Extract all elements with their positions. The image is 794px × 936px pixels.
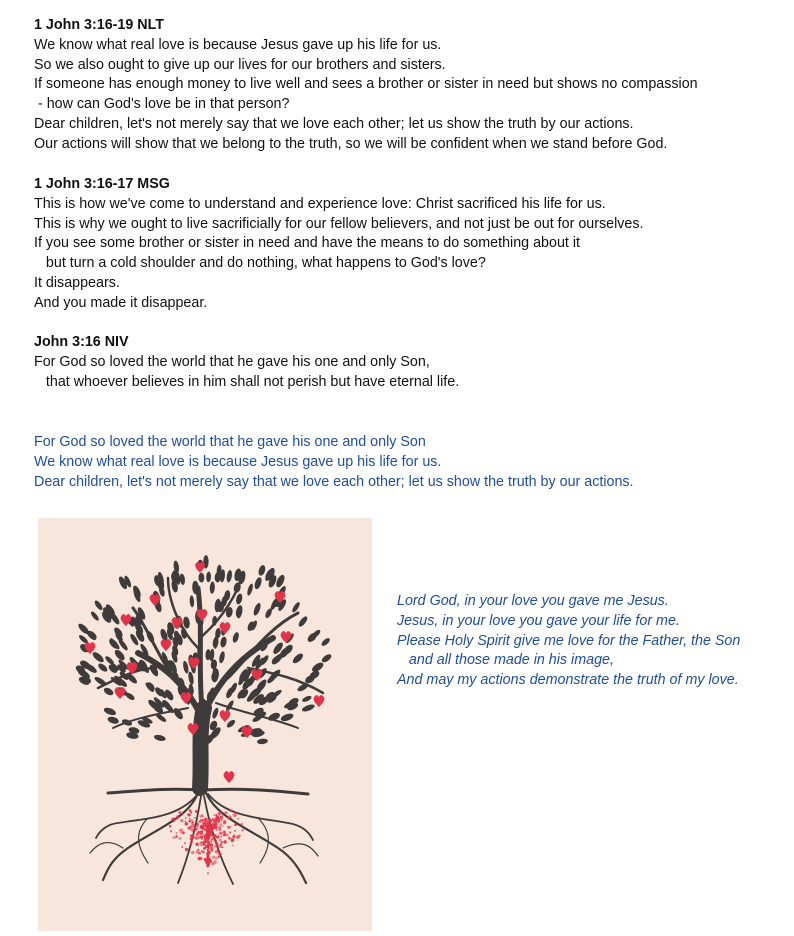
root-heart-dot: [202, 851, 205, 854]
root-heart-dot: [178, 837, 181, 840]
root-heart-dot: [216, 829, 217, 830]
root-heart-dot: [227, 817, 229, 819]
root-heart-dot: [221, 820, 222, 821]
root-heart-dot: [201, 845, 202, 846]
leaf: [301, 695, 312, 703]
root-heart-dot: [202, 820, 204, 822]
root-heart-dot: [201, 826, 204, 829]
leaf: [252, 602, 262, 616]
root-heart-dot: [234, 812, 237, 815]
root-heart-dot: [215, 814, 217, 816]
root-heart-dot: [188, 827, 191, 830]
leaf: [291, 601, 301, 613]
root-heart-dot: [195, 817, 197, 819]
leaf: [183, 616, 191, 629]
root-heart-dot: [214, 825, 218, 829]
leaf: [182, 660, 189, 674]
root-heart-dot: [207, 836, 209, 838]
root-heart-dot: [207, 872, 209, 874]
root-heart-dot: [207, 848, 210, 851]
root-heart-dot: [215, 822, 217, 824]
root-heart-dot: [190, 837, 193, 840]
root-heart-dot: [216, 847, 217, 848]
root-heart-dot: [233, 834, 234, 835]
leaf: [206, 571, 211, 582]
root-heart-dot: [207, 831, 209, 833]
leaf: [257, 738, 269, 745]
root-heart-dot: [202, 841, 203, 842]
root-heart-dot: [206, 834, 208, 836]
root-heart-dot: [237, 818, 239, 820]
msg-passage: [34, 175, 784, 314]
root-heart-dot: [203, 835, 205, 837]
root-heart-dot: [204, 859, 205, 860]
root-heart-dot: [170, 830, 172, 832]
root-heart-dot: [180, 819, 183, 822]
root-heart-dot: [193, 825, 196, 828]
root-heart-dot: [185, 822, 188, 825]
root-heart-dot: [216, 843, 219, 846]
root-heart-dot: [242, 829, 244, 831]
root-heart-dot: [215, 857, 218, 860]
root-heart-dot: [219, 832, 220, 833]
leaf: [107, 715, 120, 725]
root-heart-dot: [200, 830, 203, 833]
root-heart-dot: [190, 843, 192, 845]
root-heart-dot: [208, 841, 211, 844]
root-heart-dot: [206, 853, 209, 856]
root-heart-dot: [207, 824, 208, 825]
nlt-line: Dear children, let's not merely say that we love each other; let us show the truth by our actions.: [34, 115, 634, 132]
root-heart-dot: [190, 835, 192, 837]
root-heart-dot: [196, 822, 199, 825]
root-heart-dot: [206, 826, 209, 829]
msg-line: but turn a cold shoulder and do nothing, what happens to God's love?: [34, 255, 486, 272]
niv-reference: John 3:16 NIV: [34, 334, 129, 350]
root-heart-dot: [214, 834, 216, 836]
tree-illustration: [38, 518, 372, 931]
root-heart-dot: [211, 819, 213, 821]
root-heart-dot: [231, 838, 233, 840]
nlt-line: - how can God's love be in that person?: [34, 96, 290, 113]
root-heart-dot: [197, 834, 198, 835]
prayer-line: Jesus, in your love you gave your life for me.: [397, 612, 680, 629]
root-heart-dot: [197, 857, 201, 861]
nlt-line: If someone has enough money to live well and sees a brother or sister in need but shows no compassion: [34, 76, 698, 93]
root-heart-dot: [188, 814, 191, 817]
msg-line: It disappears.: [34, 274, 120, 291]
root-heart-dot: [202, 843, 205, 846]
root-heart-dot: [222, 825, 223, 826]
leaf: [301, 703, 315, 713]
root-heart-dot: [220, 816, 222, 818]
root-heart-dot: [229, 810, 231, 812]
root-heart-dot: [182, 813, 184, 815]
root-heart-dot: [199, 815, 202, 818]
root-heart-dot: [211, 862, 214, 865]
root-heart-dot: [184, 821, 186, 823]
root-heart-dot: [192, 821, 194, 823]
root-heart-dot: [234, 824, 237, 827]
leaf: [103, 686, 115, 697]
niv-passage: [34, 333, 784, 392]
leaf: [320, 637, 331, 647]
root-heart-dot: [233, 814, 234, 815]
root-heart-dot: [198, 832, 199, 833]
root-heart-dot: [209, 860, 212, 863]
root-heart-dot: [227, 826, 230, 829]
root-heart-dot: [212, 830, 213, 831]
prayer-line: and all those made in his image,: [397, 652, 614, 669]
root-heart-dot: [216, 817, 219, 820]
leaf: [280, 712, 295, 723]
leaf: [320, 653, 332, 664]
root-heart-dot: [233, 840, 234, 841]
summary-verses: [34, 433, 784, 492]
root-heart-dot: [171, 818, 174, 821]
root-heart-dot: [219, 839, 222, 842]
root-heart-dot: [180, 832, 182, 834]
leaf: [189, 595, 194, 607]
root-heart-dot: [190, 820, 191, 821]
root-heart-dot: [234, 830, 236, 832]
root-heart-dot: [197, 849, 199, 851]
leaf: [198, 573, 204, 583]
root-heart-dot: [207, 862, 210, 865]
root-heart-dot: [216, 836, 219, 839]
root-heart-dot: [214, 839, 217, 842]
leaf: [218, 651, 225, 664]
root-heart-dot: [221, 836, 223, 838]
root-heart-dot: [223, 831, 226, 834]
root-heart-dot: [218, 833, 220, 835]
nlt-passage: [34, 16, 784, 155]
root-heart-dot: [228, 837, 231, 840]
root-heart-dot: [212, 856, 215, 859]
root-heart-dot: [207, 866, 208, 867]
root-heart-dot: [208, 843, 211, 846]
msg-line: And you made it disappear.: [34, 294, 208, 311]
root-heart-dot: [191, 851, 195, 855]
summary-line: We know what real love is because Jesus gave up his life for us.: [34, 453, 442, 470]
root-heart-dot: [201, 834, 202, 835]
leaf: [232, 631, 240, 643]
nlt-line: Our actions will show that we belong to the truth, so we will be confident when we stand before God.: [34, 135, 668, 152]
leaf: [103, 706, 117, 716]
root-heart-dot: [180, 828, 184, 832]
leaf: [246, 583, 254, 596]
leaf: [257, 564, 266, 576]
root-heart-dot: [196, 827, 199, 830]
leaf: [132, 585, 143, 599]
root-heart-dot: [230, 826, 231, 827]
summary-line: Dear children, let's not merely say that we love each other; let us show the truth by our actions.: [34, 473, 634, 490]
leaf: [91, 650, 105, 664]
niv-line: that whoever believes in him shall not perish but have eternal life.: [34, 373, 460, 390]
root-heart-dot: [223, 821, 226, 824]
root-heart-dot: [218, 826, 221, 829]
msg-line: This is why we ought to live sacrificially for our fellow believers, and not just be out for ourselves.: [34, 215, 644, 232]
root-heart-dot: [218, 853, 222, 857]
root-heart-dot: [189, 818, 190, 819]
leaf: [153, 734, 166, 742]
nlt-line: We know what real love is because Jesus gave up his life for us.: [34, 36, 442, 53]
root-heart-dot: [189, 809, 192, 812]
root-heart-dot: [220, 844, 222, 846]
msg-line: This is how we've come to understand and experience love: Christ sacrificed his life for us.: [34, 195, 606, 212]
root-heart-dot: [229, 831, 231, 833]
summary-line: For God so loved the world that he gave his one and only Son: [34, 434, 426, 450]
leaf: [93, 599, 104, 611]
root-heart-dot: [201, 838, 203, 840]
tree-of-hearts-icon: [38, 518, 372, 931]
root-heart-dot: [184, 842, 186, 844]
leaf: [220, 636, 228, 648]
root-heart-dot: [177, 815, 179, 817]
root-heart-dot: [198, 852, 201, 855]
prayer-line: Please Holy Spirit give me love for the Father, the Son: [397, 632, 741, 649]
root-heart-dot: [200, 834, 201, 835]
root-heart-dot: [215, 850, 219, 854]
root-heart-dot: [218, 812, 220, 814]
root-heart-dot: [218, 847, 219, 848]
root-heart-dot: [219, 829, 221, 831]
leaf: [97, 662, 109, 673]
root-heart-dot: [196, 851, 199, 854]
leaf: [291, 652, 304, 665]
nlt-line: So we also ought to give up our lives for our brothers and sisters.: [34, 56, 446, 73]
leaf: [90, 610, 100, 621]
root-heart-dot: [221, 841, 224, 844]
root-heart-dot: [232, 835, 235, 838]
root-heart-dot: [210, 849, 213, 852]
root-heart-dot: [222, 846, 224, 848]
msg-reference: 1 John 3:16-17 MSG: [34, 176, 170, 192]
root-heart-dot: [191, 829, 194, 832]
nlt-reference: 1 John 3:16-19 NLT: [34, 17, 165, 33]
root-heart-dot: [195, 837, 197, 839]
root-heart-dot: [203, 847, 206, 850]
root-heart-dot: [209, 858, 211, 860]
root-heart-dot: [236, 835, 239, 838]
root-heart-dot: [181, 846, 183, 848]
root-heart-dot: [195, 810, 198, 813]
root-heart-dot: [175, 835, 178, 838]
root-heart-dot: [176, 832, 178, 834]
root-heart-dot: [193, 835, 195, 837]
root-heart-dot: [196, 844, 198, 846]
root-heart-dot: [223, 840, 226, 843]
leaf: [253, 576, 263, 590]
prayer-line: Lord God, in your love you gave me Jesus.: [397, 593, 669, 609]
root-heart-dot: [232, 845, 234, 847]
leaf: [297, 615, 309, 628]
root-heart-dot: [198, 831, 199, 832]
root-heart-dot: [234, 815, 237, 818]
root-heart-dot: [205, 819, 208, 822]
root-heart-dot: [198, 835, 201, 838]
root-heart-dot: [203, 839, 205, 841]
root-heart-dot: [182, 831, 185, 834]
leaf: [226, 570, 233, 583]
root-heart-dot: [210, 827, 211, 828]
leaf: [235, 593, 243, 605]
root-heart-dot: [223, 835, 224, 836]
niv-line: For God so loved the world that he gave his one and only Son,: [34, 353, 430, 370]
prayer: [397, 592, 787, 691]
root-heart-dot: [211, 838, 213, 840]
root-heart-dot: [178, 811, 181, 814]
root-heart-dot: [222, 815, 224, 817]
root-heart-dot: [226, 834, 229, 837]
leaf: [226, 718, 237, 728]
root-heart-dot: [208, 847, 210, 849]
root-heart-dot: [172, 836, 175, 839]
root-heart-dot: [215, 845, 216, 846]
root-heart-dot: [241, 823, 244, 826]
prayer-line: And may my actions demonstrate the truth of my love.: [397, 672, 739, 689]
root-heart-dot: [210, 841, 212, 843]
root-heart-dot: [173, 821, 174, 822]
root-heart-dot: [185, 848, 189, 852]
leaf: [209, 581, 215, 593]
root-heart-dot: [219, 824, 222, 827]
leaf: [211, 707, 219, 719]
root-heart-dot: [213, 814, 215, 816]
root-heart-dot: [200, 819, 202, 821]
root-heart-dot: [185, 817, 187, 819]
root-heart-dot: [226, 812, 228, 814]
msg-line: If you see some brother or sister in need and have the means to do something about it: [34, 235, 580, 252]
root-heart-dot: [169, 825, 172, 828]
root-heart-dot: [202, 822, 206, 826]
